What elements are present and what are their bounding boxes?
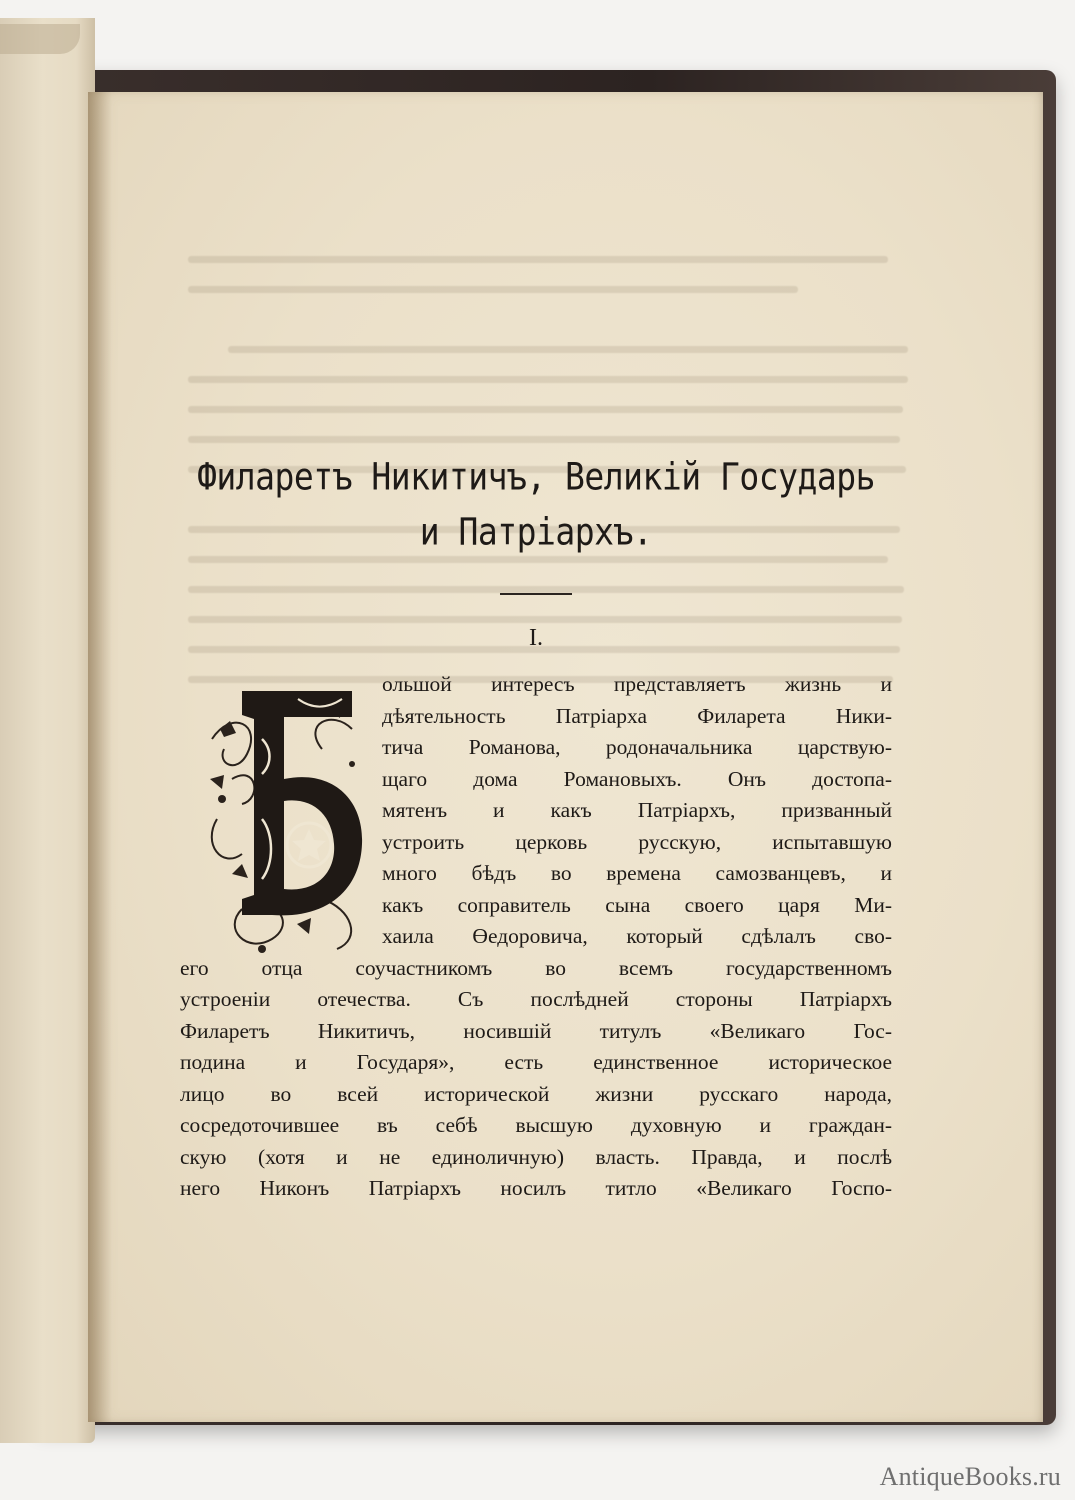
left-page xyxy=(0,18,95,1443)
text-line: хаила Өедоровича, который сдѣлалъ сво- xyxy=(382,924,892,948)
title-divider xyxy=(500,593,572,595)
site-watermark: AntiqueBooks.ru xyxy=(879,1462,1061,1491)
full-width-text-block xyxy=(180,953,892,1205)
text-line: него Никонъ Патріархъ носилъ титло «Великаго Госпо- xyxy=(180,1176,892,1200)
section-number: I. xyxy=(529,625,543,651)
page-gutter-shadow xyxy=(88,92,112,1422)
page-content xyxy=(180,455,892,1205)
text-line: Филаретъ Никитичъ, носившій титулъ «Великаго Гос- xyxy=(180,1018,892,1043)
text-line: скую (хотя и не единоличную) власть. Правда, и послѣ xyxy=(180,1144,892,1169)
text-line: тича Романова, родоначальника царствую- xyxy=(382,735,892,759)
text-line: какъ соправитель сына своего царя Ми- xyxy=(382,892,892,917)
text-line: подина и Государя», есть единственное историческое xyxy=(180,1050,892,1074)
text-line: его отца соучастникомъ во всемъ государственномъ xyxy=(180,955,892,980)
text-line: щаго дома Романовыхъ. Онъ достопа- xyxy=(382,766,892,791)
text-line: дѣятельность Патріарха Филарета Ники- xyxy=(382,703,892,728)
text-line: устроеніи отечества. Съ послѣдней стороны Патріархъ xyxy=(180,987,892,1011)
text-line: много бѣдъ во времена самозванцевъ, и xyxy=(382,861,892,885)
text-line: устроить церковь русскую, испытавшую xyxy=(382,829,892,854)
chapter-title-line-2: и Патріархъ. xyxy=(419,509,653,554)
indented-text-block xyxy=(382,669,892,953)
ornamental-initial-b xyxy=(202,669,372,959)
text-line: ольшой интересъ представляетъ жизнь и xyxy=(382,672,892,696)
text-line: сосредоточившее въ себѣ высшую духовную и граждан- xyxy=(180,1113,892,1137)
chapter-title xyxy=(180,449,892,559)
body-text xyxy=(180,669,892,1205)
text-line: лицо во всей исторической жизни русскаго народа, xyxy=(180,1081,892,1106)
chapter-title-line-1: Филаретъ Никитичъ, Великій Государь xyxy=(197,454,875,499)
text-line: мятенъ и какъ Патріархъ, призванный xyxy=(382,798,892,822)
